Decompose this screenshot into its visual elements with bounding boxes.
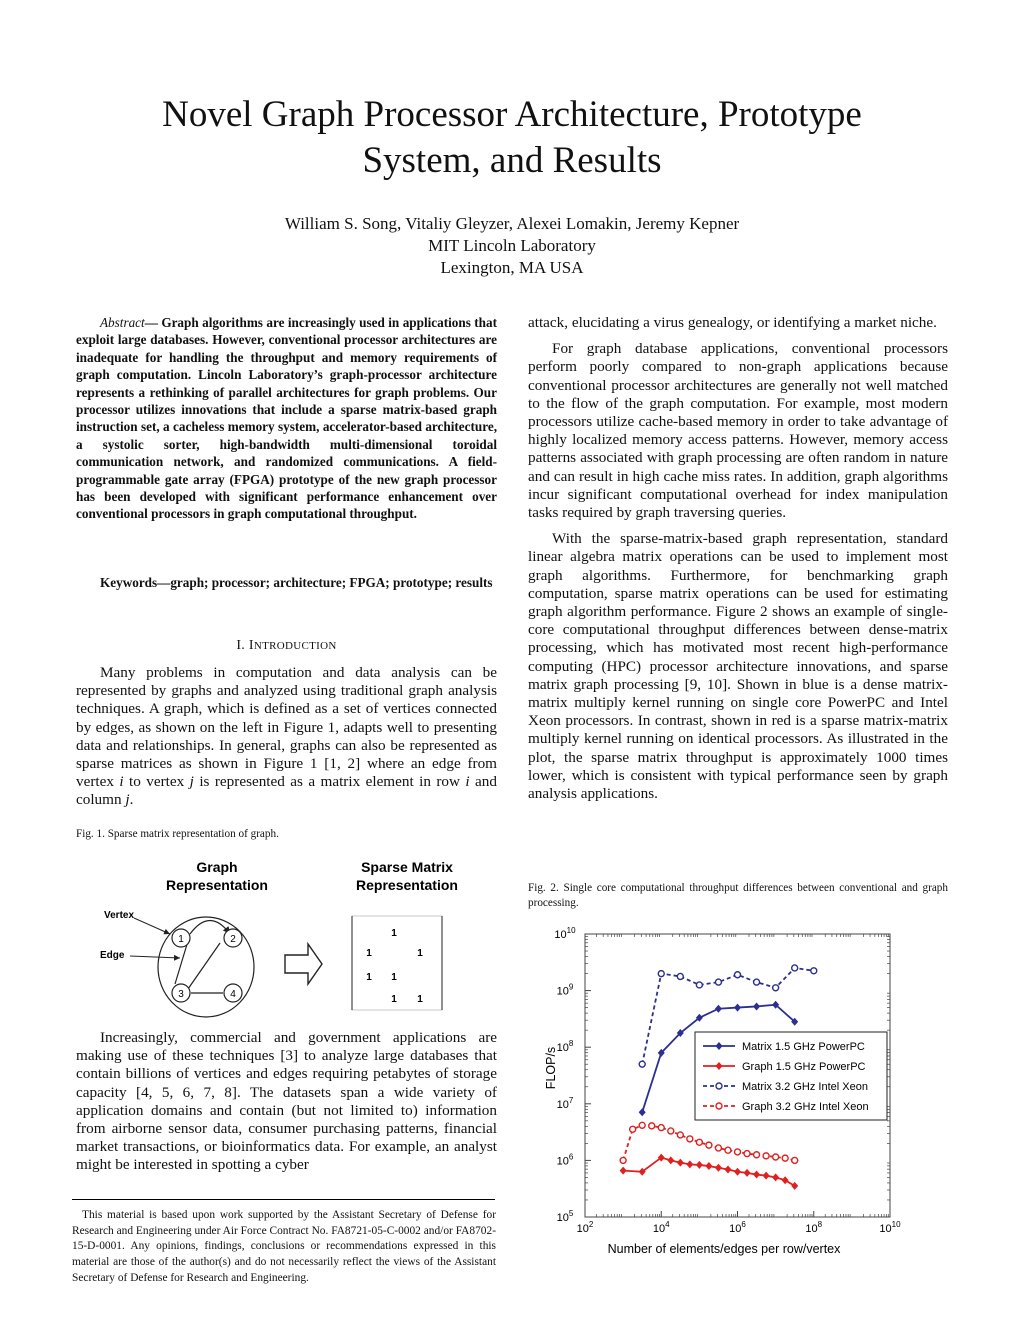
- data-point: [687, 1136, 693, 1142]
- transform-arrow-icon: [285, 944, 322, 984]
- data-point: [658, 1125, 664, 1131]
- var-i-2: i: [465, 773, 470, 791]
- data-point: [792, 1157, 798, 1163]
- right-column: [528, 314, 948, 803]
- matrix-entry: 1: [391, 972, 397, 983]
- data-point: [791, 1182, 798, 1190]
- data-point: [639, 1122, 645, 1128]
- data-point: [686, 1160, 693, 1168]
- data-point: [773, 1154, 779, 1160]
- data-point: [649, 1123, 655, 1129]
- paper-title: [0, 92, 1024, 184]
- footnote-text: This material is based upon work supported by the Assistant Secretary of Defense for Research and Engineering under Air Force Contract No. FA8721-05-C-0002 and/or FA8702-15-D-0001. Any opinions, findings, conclusions or recommendations expressed in this material are those of the author(s) and do not necessarily reflect the views of the Assistant Secretary of Defense for Research and Engineering.: [72, 1209, 496, 1284]
- x-axis-label: Number of elements/edges per row/vertex: [607, 1242, 841, 1256]
- data-point: [763, 1153, 769, 1159]
- matrix-entry: 1: [391, 928, 397, 939]
- data-point: [763, 1172, 770, 1180]
- section-rest: NTRODUCTION: [253, 640, 337, 652]
- data-point: [734, 1168, 741, 1176]
- matrix-title-1: Sparse Matrix: [361, 859, 453, 875]
- y-tick-label: $10^5$: [556, 1209, 574, 1224]
- p2-text: Increasingly, commercial and government applications are making use of these techniques [3] to analyze large databases that contain billions of vertices and edges requiring petabytes of storage capacity [4, 5, 6, 7, 8]. The datasets span a wide variety of application domains and contain (but not limited to) information from airborne sensor data, consumer purchasing patterns, financial market transactions, or bioinformatics data. For example, an analyst might be interested in spotting a cyber: [76, 1029, 497, 1174]
- y-tick-label: $10^{10}$: [554, 926, 576, 941]
- vertex-pointer: [134, 918, 170, 934]
- data-point: [715, 1005, 722, 1013]
- footnote-rule: [72, 1199, 495, 1200]
- data-point: [677, 1159, 684, 1167]
- data-point: [773, 985, 779, 991]
- p1-text-b: to vertex: [123, 773, 190, 791]
- data-point: [811, 968, 817, 974]
- data-point: [715, 1145, 721, 1151]
- data-point: [792, 965, 798, 971]
- location: Lexington, MA USA: [440, 258, 584, 277]
- footnote: [72, 1208, 496, 1287]
- data-point: [696, 982, 702, 988]
- x-tick-label: $10^6$: [729, 1220, 746, 1235]
- node-label: 1: [178, 934, 184, 945]
- data-point: [772, 1173, 779, 1181]
- section-first-letter: I: [248, 638, 254, 653]
- right-p1: For graph database applications, conventional processors perform poorly compared to non-graph applications because conventional processor architectures are generally not well matched to the flow of the graph computation. For example, most modern processors utilize cache-based memory in order to take advantage of highly localized memory access patterns. However, memory access patterns associated with graph processing are often random in nature and can result in high cache miss rates. In addition, graph algorithms incur significant computational overhead for index manipulation tasks required by graph traversing queries.: [528, 340, 948, 522]
- data-point: [753, 1002, 760, 1010]
- abstract-text: Graph algorithms are increasingly used in applications that exploit large databases. However, conventional processor architectures are inadequate for handling the throughput and memory requirements of graph computation. Lincoln Laboratory’s graph-processor architecture represents a rethinking of parallel architectures for graph problems. Our processor utilizes innovations that include a sparse matrix-based graph instruction set, a cacheless memory system, accelerator-based architecture, a systolic sorter, high-bandwidth multi-dimensional toroidal communication network, and randomized communications. A field-programmable gate array (FPGA) prototype of the new graph processor has been developed with significant performance enhancement over conventional processors in graph computational throughput.: [76, 315, 497, 522]
- data-point: [735, 1149, 741, 1155]
- right-p0: attack, elucidating a virus genealogy, or identifying a market niche.: [528, 314, 937, 331]
- data-point: [744, 1151, 750, 1157]
- edge-pointer: [130, 956, 180, 958]
- data-point: [639, 1108, 646, 1116]
- vertex-label: Vertex: [104, 910, 135, 921]
- data-point: [754, 979, 760, 985]
- data-point: [715, 1164, 722, 1172]
- x-tick-label: $10^2$: [576, 1220, 594, 1235]
- matrix-title-2: Representation: [356, 877, 458, 893]
- x-tick-label: $10^4$: [652, 1220, 670, 1235]
- legend-label: Matrix 3.2 GHz Intel Xeon: [742, 1081, 868, 1093]
- matrix-entry: 1: [366, 972, 372, 983]
- data-point: [677, 1132, 683, 1138]
- data-point: [725, 1147, 731, 1153]
- p1-text-e: .: [129, 791, 134, 809]
- matrix-entry: 1: [417, 994, 423, 1005]
- abstract-dash: —: [144, 315, 158, 330]
- data-point: [782, 1155, 788, 1161]
- data-point: [677, 973, 683, 979]
- p1-text-a: Many problems in computation and data analysis can be represented by graphs and analyzed using traditional graph analysis techniques. A graph, which is defined as a set of vertices connected by edges, as shown on the left in Figure 1, adapts well to presenting data and relationships. In general, graphs can also be represented as sparse matrices as shown in Figure 1 [1, 2] where an edge from vertex: [76, 664, 497, 791]
- title-line-2: System, and Results: [362, 140, 662, 181]
- data-point: [639, 1061, 645, 1067]
- y-tick-label: $10^7$: [556, 1095, 574, 1111]
- legend-label: Graph 3.2 GHz Intel Xeon: [742, 1101, 869, 1113]
- data-point: [754, 1152, 760, 1158]
- graph-title-1: Graph: [196, 859, 238, 875]
- right-p2: With the sparse-matrix-based graph representation, standard linear algebra matrix operations can be used to implement most graph algorithms. Furthermore, for benchmarking graph computation, sparse matrix operations can be used for estimating graph algorithm performance. Figure 2 shows an example of single-core computational throughput differences between dense-matrix processing, which has motivated most recent high-performance computing (HPC) processor architecture innovations, and sparse matrix graph processing [9, 10]. Shown in blue is a dense matrix-matrix multiply kernel running on single core PowerPC and Intel Xeon processors. In contrast, shown in red is a sparse matrix-matrix multiply kernel running on identical processors. As illustrated in the plot, the sparse matrix throughput is approximately 1000 times lower, which is consistent with typical performance seen by graph analysis applications.: [528, 530, 948, 803]
- legend-label: Graph 1.5 GHz PowerPC: [742, 1061, 866, 1073]
- graph-edge: [188, 943, 220, 989]
- title-line-1: Novel Graph Processor Architecture, Prototype: [162, 94, 862, 135]
- author-block: [0, 213, 1024, 279]
- series-line: [623, 1158, 795, 1186]
- data-point: [696, 1161, 703, 1169]
- fig2-caption: Fig. 2. Single core computational throughput differences between conventional and graph processing.: [528, 882, 948, 909]
- data-point: [735, 972, 741, 978]
- intro-paragraph-2: [76, 1029, 497, 1175]
- authors: William S. Song, Vitaliy Gleyzer, Alexei Lomakin, Jeremy Kepner: [284, 214, 740, 233]
- section-number: I.: [236, 638, 246, 653]
- legend-marker: [716, 1083, 722, 1089]
- data-point: [705, 1162, 712, 1170]
- y-tick-label: $10^8$: [556, 1039, 574, 1055]
- y-tick-label: $10^6$: [556, 1152, 574, 1168]
- data-point: [782, 1176, 789, 1184]
- matrix-entry: 1: [366, 948, 372, 959]
- node-label: 2: [230, 934, 236, 945]
- var-i: i: [119, 773, 124, 791]
- data-point: [620, 1167, 627, 1175]
- node-label: 4: [230, 989, 236, 1000]
- var-j-2: j: [125, 791, 130, 809]
- data-point: [715, 979, 721, 985]
- edge-label: Edge: [100, 950, 125, 961]
- matrix-box: [352, 916, 442, 1010]
- y-axis-label: FLOP/s: [544, 1046, 558, 1090]
- intro-paragraph-1: [76, 664, 497, 810]
- var-j: j: [189, 773, 194, 791]
- figure-2-chart: [535, 920, 905, 1265]
- keywords-text: Keywords—graph; processor; architecture; FPGA; prototype; results: [100, 575, 493, 590]
- x-tick-label: $10^8$: [805, 1220, 823, 1235]
- data-point: [696, 1139, 702, 1145]
- data-point: [667, 1156, 674, 1164]
- abstract-label: Abstract: [100, 315, 145, 330]
- data-point: [620, 1157, 626, 1163]
- legend-marker: [716, 1103, 722, 1109]
- figure-1: [90, 852, 490, 1022]
- keywords: [76, 574, 497, 591]
- data-point: [744, 1169, 751, 1177]
- data-point: [630, 1126, 636, 1132]
- data-point: [734, 1004, 741, 1012]
- fig1-caption: Fig. 1. Sparse matrix representation of graph.: [76, 828, 279, 840]
- x-tick-label: $10^{10}$: [879, 1220, 901, 1235]
- node-label: 3: [178, 989, 184, 1000]
- affiliation: MIT Lincoln Laboratory: [428, 236, 596, 255]
- graph-title-2: Representation: [166, 877, 268, 893]
- p1-text-c: is represented as a matrix element in row: [193, 773, 466, 791]
- data-point: [724, 1165, 731, 1173]
- legend-label: Matrix 1.5 GHz PowerPC: [742, 1041, 865, 1053]
- abstract: [76, 314, 497, 523]
- y-tick-label: $10^9$: [556, 982, 574, 998]
- p1-text-d: and column: [76, 773, 497, 809]
- matrix-entry: 1: [417, 948, 423, 959]
- data-point: [658, 971, 664, 977]
- graph-edge: [190, 921, 230, 935]
- section-heading-introduction: [76, 638, 497, 654]
- data-point: [668, 1128, 674, 1134]
- data-point: [706, 1142, 712, 1148]
- data-point: [753, 1171, 760, 1179]
- matrix-entry: 1: [391, 994, 397, 1005]
